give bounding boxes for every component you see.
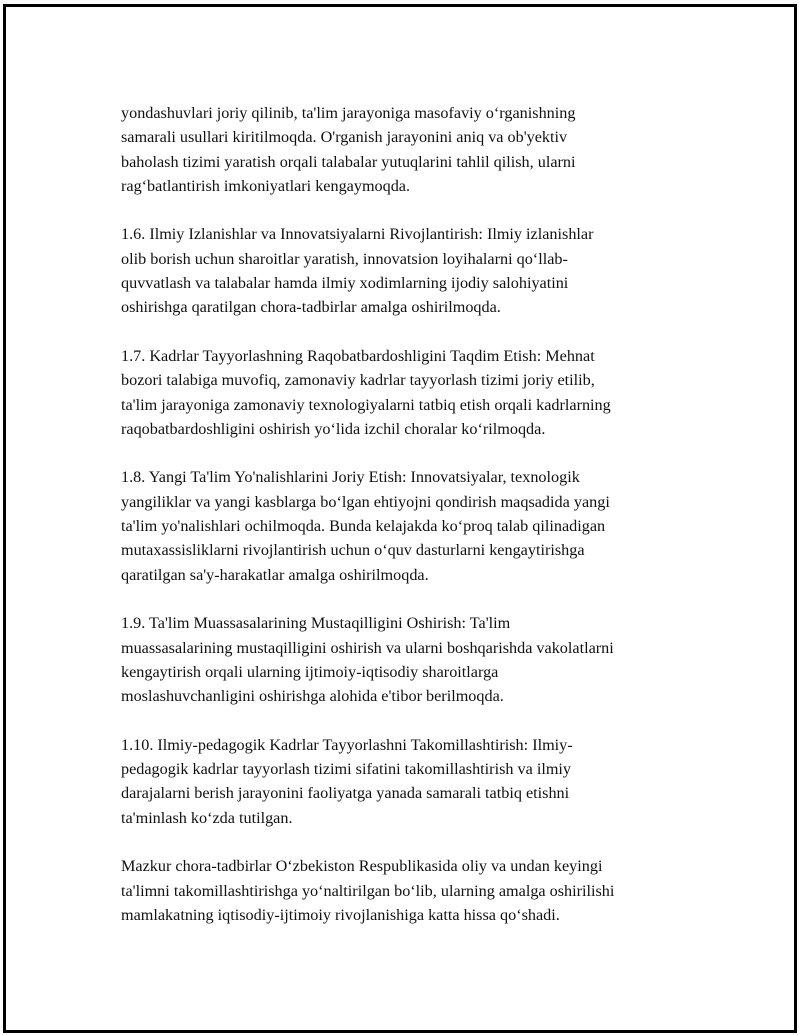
paragraph-1-10: 1.10. Ilmiy-pedagogik Kadrlar Tayyorlashni Takomillashtirish: Ilmiy- pedagogik kadrlar tayyorlash tizimi sifatini takomillashtirish va ilmiy darajalarni berish jarayonini faoliyatga yanada samarali tatbiq etishni ta'minlash ko‘zda tutilgan.: [121, 735, 573, 827]
page-frame: [3, 4, 797, 1033]
paragraph-continuation: yondashuvlari joriy qilinib, ta'lim jarayoniga masofaviy o‘rganishning samarali usullari kiritilmoqda. O'rganish jarayonini aniq va ob'yektiv baholash tizimi yaratish orqali talabalar yutuqlarini tahlil qilish, ularni rag‘batlantirish imkoniyatlari kengaymoqda.: [121, 104, 576, 195]
document-body: [121, 101, 701, 951]
paragraph-conclusion: Mazkur chora-tadbirlar O‘zbekiston Respublikasida oliy va undan keyingi ta'limni takomillashtirishga yo‘naltirilgan bo‘lib, ularning amalga oshirilishi mamlakatning iqtisodiy-ijtimoiy rivojlanishiga katta hissa qo‘shadi.: [121, 857, 615, 924]
paragraph-1-8: 1.8. Yangi Ta'lim Yo'nalishlarini Joriy Etish: Innovatsiyalar, texnologik yangiliklar va yangi kasblarga bo‘lgan ehtiyojni qondirish maqsadida yangi ta'lim yo'nalishlari ochilmoqda. Bunda kelajakda ko‘proq talab qilinadigan mutaxassisliklarni rivojlantirish uchun o‘quv dasturlarni kengaytirishga qaratilgan sa'y-harakatlar amalga oshirilmoqda.: [121, 468, 610, 584]
paragraph-1-7: 1.7. Kadrlar Tayyorlashning Raqobatbardoshligini Taqdim Etish: Mehnat bozori talabiga muvofiq, zamonaviy kadrlar tayyorlash tizimi joriy etilib, ta'lim jarayoniga zamonaviy texnologiyalarni tatbiq etish orqali kadrlarning raqobatbardoshligini oshirish yo‘lida izchil choralar ko‘rilmoqda.: [121, 346, 611, 438]
paragraph-1-6: 1.6. Ilmiy Izlanishlar va Innovatsiyalarni Rivojlantirish: Ilmiy izlanishlar olib borish uchun sharoitlar yaratish, innovatsion loyihalarni qo‘llab- quvvatlash va talabalar hamda ilmiy xodimlarning ijodiy salohiyatini oshirishga qaratilgan chora-tadbirlar amalga oshirilmoqda.: [121, 225, 594, 317]
paragraph-1-9: 1.9. Ta'lim Muassasalarining Mustaqilligini Oshirish: Ta'lim muassasalarining mustaqilligini oshirish va ularni boshqarishda vakolatlarni kengaytirish orqali ularning ijtimoiy-iqtisodiy sharoitlarga moslashuvchanligini oshirishga alohida e'tibor berilmoqda.: [121, 614, 614, 706]
